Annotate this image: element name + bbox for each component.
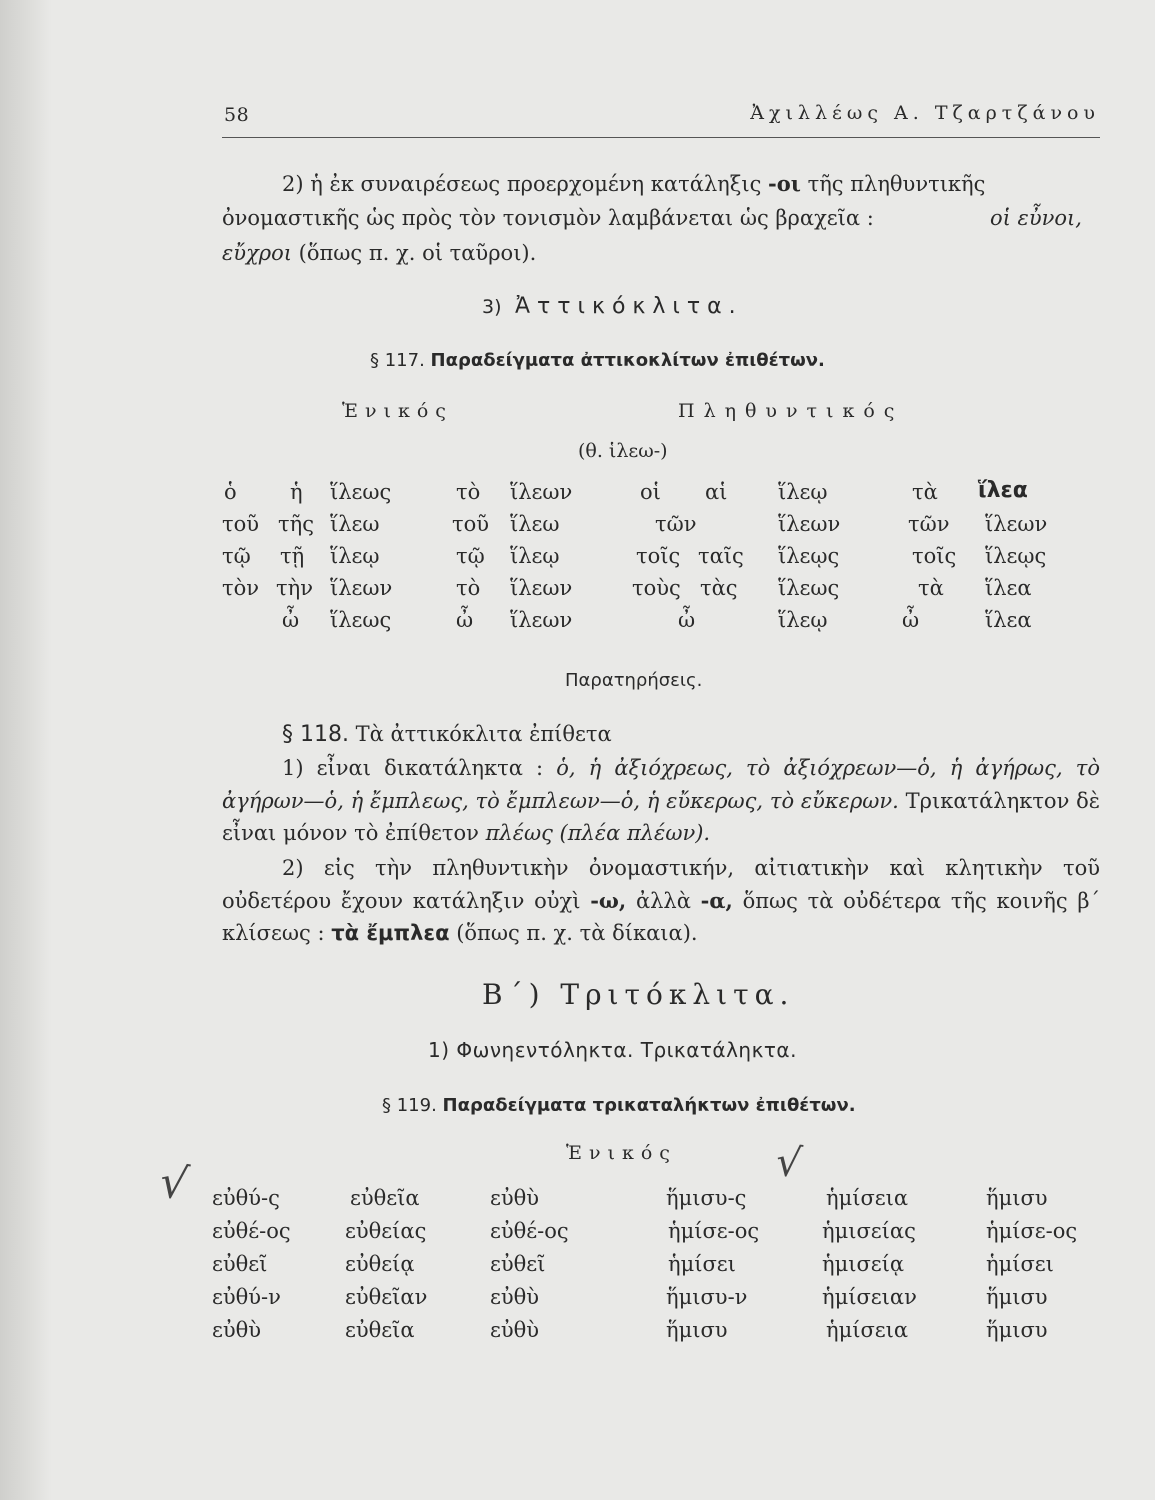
handwritten-check-mark-icon: √ <box>156 1156 192 1211</box>
table-cell: ἵλεῳς <box>778 544 840 568</box>
table-cell: ἵλεων <box>510 576 573 600</box>
table-cell: οἱ <box>640 480 661 504</box>
table-cell: εὐθύ-ν <box>212 1285 281 1309</box>
par-title: Παραδείγματα ἀττικοκλίτων ἐπιθέτων. <box>430 350 825 371</box>
table-cell: τῶν <box>908 512 950 536</box>
table-cell: ἥμισυ-ν <box>666 1285 748 1309</box>
table-cell: τὰς <box>700 576 738 600</box>
table-cell: ἡμίσε-ος <box>986 1219 1078 1243</box>
note-ending: -ω, <box>590 887 627 913</box>
note-2 <box>222 852 1100 950</box>
singular-label-119: Ἑνικός <box>566 1142 677 1164</box>
table-cell: ἵλεῳς <box>985 544 1047 568</box>
table-cell: ἵλεω <box>510 512 560 536</box>
table-cell: ἵλεως <box>778 576 840 600</box>
theme-label: (θ. ἱλεω-) <box>578 440 668 462</box>
table-cell: εὐθὺ <box>490 1186 540 1210</box>
note-example-bold: τὰ ἔμπλεα <box>331 921 450 945</box>
table-cell: τῶν <box>655 512 697 536</box>
table-cell: ἡμίσειαν <box>822 1285 917 1309</box>
paragraph-118-line <box>282 718 612 751</box>
table-cell: ἵλεων <box>510 480 573 504</box>
intro-line-2 <box>222 202 874 235</box>
table-cell: ἡμίσε-ος <box>668 1219 760 1243</box>
page-number: 58 <box>224 104 250 126</box>
table-cell: εὐθύ-ς <box>212 1186 280 1210</box>
table-cell: ἵλεω <box>330 512 380 536</box>
table-cell: ὦ <box>282 608 300 632</box>
intro-line-3 <box>222 237 536 270</box>
table-cell: τοῖς <box>636 544 681 568</box>
table-cell: ὦ <box>902 608 920 632</box>
table-cell: ἥμισυ <box>986 1285 1048 1309</box>
table-cell: ἡμίσει <box>986 1252 1054 1276</box>
table-cell: τοῖς <box>912 544 957 568</box>
table-cell: ὁ <box>224 480 237 504</box>
table-cell: ἥμισυ <box>986 1318 1048 1342</box>
singular-label: Ἑνικός <box>342 400 453 422</box>
table-cell: τοὺς <box>632 576 681 600</box>
note-1 <box>222 752 1100 850</box>
par-sign: § 118. <box>282 722 349 747</box>
table-cell: ὦ <box>456 608 474 632</box>
table-cell: ἡμίσεια <box>826 1318 909 1342</box>
table-cell: ἵλεῳ <box>330 544 380 568</box>
handwritten-check-mark-icon: √ <box>773 1138 804 1188</box>
table-cell: ἵλεῳ <box>778 480 828 504</box>
table-cell: εὐθείας <box>345 1219 427 1243</box>
table-cell: τοῦ <box>222 512 260 536</box>
table-cell: τῆς <box>278 512 314 536</box>
intro-line-1 <box>282 167 985 201</box>
table-cell: τῇ <box>280 544 305 568</box>
table-cell: ἥμισυ-ς <box>666 1186 747 1210</box>
table-cell: τὸ <box>456 576 481 600</box>
table-cell: ἡμισείᾳ <box>822 1252 905 1276</box>
table-cell: τοῦ <box>452 512 490 536</box>
header-rule <box>222 137 1100 138</box>
par-text: Τὰ ἀττικόκλιτα ἐπίθετα <box>348 722 612 746</box>
intro-text: (ὅπως π. χ. οἱ ταῦροι). <box>291 241 537 265</box>
table-cell: ἡμίσει <box>668 1252 736 1276</box>
table-cell: τῷ <box>222 544 251 568</box>
note-ending: -α, <box>700 887 733 913</box>
running-title: Ἀχιλλέως Α. Τζαρτζάνου <box>750 102 1100 124</box>
table-cell: ἵλεῳ <box>510 544 560 568</box>
table-cell: ἵλεων <box>985 512 1048 536</box>
table-cell: εὐθέ-ος <box>490 1219 569 1243</box>
table-cell: εὐθεῖα <box>345 1318 415 1342</box>
table-cell: εὐθὺ <box>212 1318 262 1342</box>
par-sign: § 117. <box>370 350 425 371</box>
table-cell: εὐθεῖ <box>212 1252 268 1276</box>
table-cell: εὐθέ-ος <box>212 1219 291 1243</box>
note-text: 2) εἰς τὴν πληθυντικὴν ὀνομαστικήν, αἰτιατικὴν καὶ κλητικὴν τοῦ οὐδετέρου ἔχουν κατάληξιν οὐχὶ <box>222 856 1100 913</box>
intro-text: 2) ἡ ἐκ συναιρέσεως προερχομένη κατάληξις <box>282 172 769 196</box>
table-cell: ταῖς <box>698 544 744 568</box>
table-cell: τῷ <box>456 544 485 568</box>
table-cell: ἵλεῳ <box>778 608 828 632</box>
table-cell: ἵλεα <box>985 608 1032 632</box>
table-cell: ἡ <box>290 480 303 504</box>
table-cell: ἡμίσεια <box>826 1186 909 1210</box>
table-cell-emphasis: ἵλεα <box>978 478 1028 503</box>
intro-text: ὀνομαστικῆς ὡς πρὸς τὸν τονισμὸν λαμβάνεται ὡς βραχεῖα : <box>222 206 874 230</box>
table-cell: εὐθὺ <box>490 1285 540 1309</box>
paragraph-number-119 <box>382 1095 856 1116</box>
table-cell: ἵλεων <box>778 512 841 536</box>
par-sign: § 119. <box>382 1095 437 1116</box>
table-cell: εὐθὺ <box>490 1318 540 1342</box>
note-text: Τρικατάληκτον δὲ εἶναι μόνον τὸ ἐπίθετον <box>222 788 1100 845</box>
notes-title: Παρατηρήσεις. <box>565 670 703 691</box>
table-cell: ἵλεα <box>985 576 1032 600</box>
plural-label: Πληθυντικός <box>678 400 904 422</box>
note-examples: ὁ, ἡ ἀξιόχρεως, τὸ ἀξιόχρεων—ὁ, ἡ ἀγήρως, τὸ ἀγήρων—ὁ, ἡ ἔμπλεως, τὸ ἔμπλεων—ὁ, ἡ εὔκερως, τὸ εὔκερων. <box>222 756 1100 813</box>
table-cell: ἥμισυ <box>666 1318 728 1342</box>
paragraph-number-117 <box>370 350 825 371</box>
intro-text: τῆς πληθυντικῆς <box>800 172 986 196</box>
table-cell: ἥμισυ <box>986 1186 1048 1210</box>
note-text: ὅπως τὰ οὐδέτερα τῆς κοινῆς β΄ κλίσεως : <box>222 888 1100 945</box>
table-cell: τὸ <box>456 480 481 504</box>
section-heading: Ἀττικόκλιτα. <box>515 294 743 319</box>
table-cell: ἵλεως <box>330 480 392 504</box>
intro-example: οἱ εὖνοι, <box>990 206 1082 230</box>
table-cell: εὐθεῖαν <box>345 1285 428 1309</box>
note-text: 1) εἶναι δικατάληκτα : <box>282 756 557 780</box>
table-cell: ἵλεων <box>510 608 573 632</box>
intro-example: εὔχροι <box>222 241 292 265</box>
section-number: 3) <box>482 296 502 318</box>
table-cell: τὰ <box>912 480 938 504</box>
table-cell: τὴν <box>276 576 313 600</box>
note-text: (ὅπως π. χ. τὰ δίκαια). <box>449 921 698 945</box>
par-title: Παραδείγματα τρικαταλήκτων ἐπιθέτων. <box>442 1095 856 1116</box>
section-b-heading: Β΄) Τριτόκλιτα. <box>482 978 795 1011</box>
table-cell: ὦ <box>678 608 696 632</box>
table-cell: ἵλεως <box>330 608 392 632</box>
table-cell: εὐθεῖα <box>350 1186 420 1210</box>
note-examples: πλέως (πλέα πλέων). <box>485 821 711 845</box>
table-cell: αἱ <box>705 480 728 504</box>
table-cell: ἡμισείας <box>822 1219 916 1243</box>
table-cell: τὰ <box>918 576 944 600</box>
note-text: ἀλλὰ <box>626 888 701 913</box>
table-cell: εὐθείᾳ <box>345 1252 415 1276</box>
table-cell: εὐθεῖ <box>490 1252 546 1276</box>
section-b-subheading: 1) Φωνηεντόληκτα. Τρικατάληκτα. <box>428 1038 797 1062</box>
table-cell: τὸν <box>222 576 260 600</box>
table-cell: ἵλεων <box>330 576 393 600</box>
intro-ending: -οι <box>768 171 801 196</box>
